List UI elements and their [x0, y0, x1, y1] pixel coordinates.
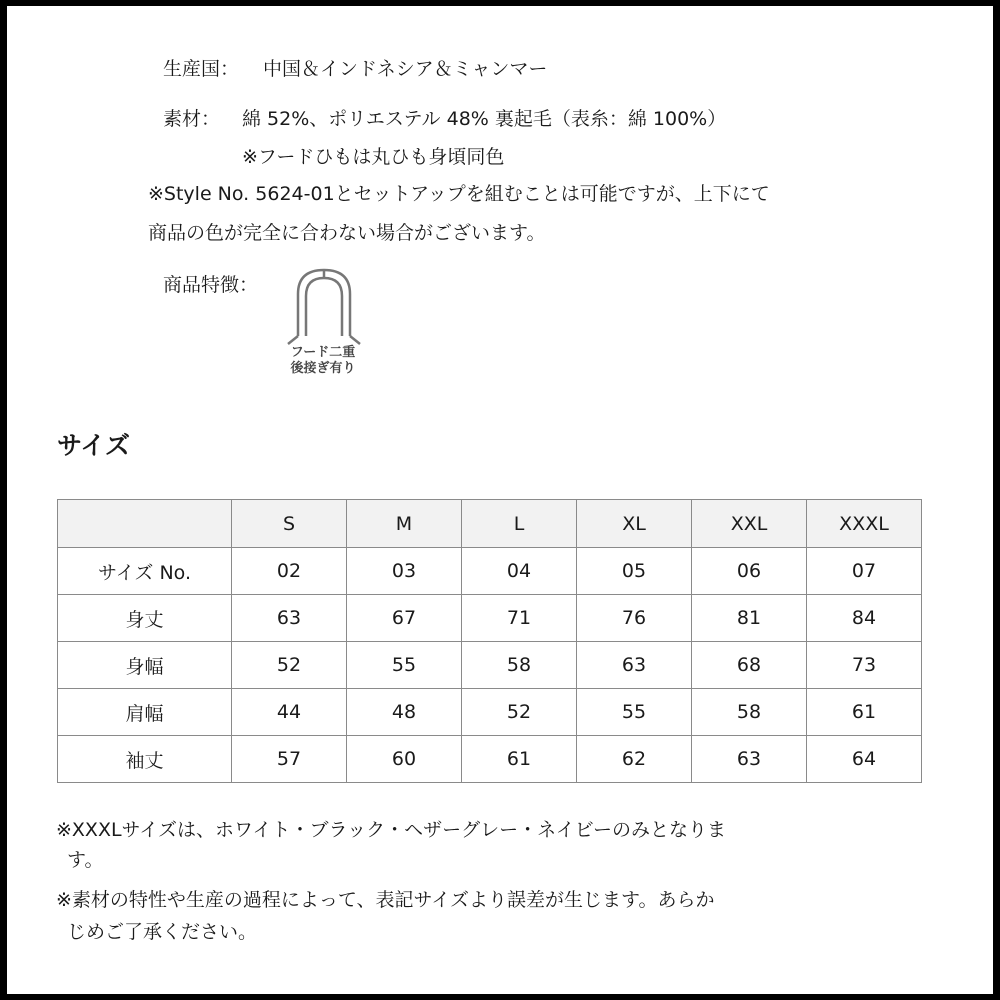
row-label: 身幅 — [58, 642, 232, 689]
origin-label: 生産国： — [163, 58, 240, 80]
setup-note-line1: ※Style No. 5624-01とセットアップを組むことは可能ですが、上下にて — [148, 183, 770, 205]
table-row — [58, 642, 922, 689]
row-label: 身丈 — [58, 595, 232, 642]
table-cell: 07 — [807, 548, 922, 595]
table-row — [58, 736, 922, 783]
material-value: 綿 52%、ポリエステル 48% 裏起毛（表糸：綿 100%） — [242, 108, 727, 130]
table-cell: 76 — [577, 595, 692, 642]
column-header-xl: XL — [577, 500, 692, 548]
row-label: 肩幅 — [58, 689, 232, 736]
table-cell: 61 — [462, 736, 577, 783]
table-cell: 63 — [232, 595, 347, 642]
table-cell: 63 — [692, 736, 807, 783]
hood-caption — [282, 345, 364, 377]
table-cell: 57 — [232, 736, 347, 783]
hood-icon — [284, 264, 364, 352]
table-header-row — [58, 500, 922, 548]
table-cell: 55 — [577, 689, 692, 736]
table-cell: 58 — [462, 642, 577, 689]
table-cell: 81 — [692, 595, 807, 642]
table-cell: 60 — [347, 736, 462, 783]
table-cell: 44 — [232, 689, 347, 736]
row-label: 袖丈 — [58, 736, 232, 783]
table-row — [58, 595, 922, 642]
material-label: 素材： — [163, 108, 221, 130]
table-cell: 68 — [692, 642, 807, 689]
table-cell: 64 — [807, 736, 922, 783]
table-cell: 61 — [807, 689, 922, 736]
table-cell: 03 — [347, 548, 462, 595]
note-tolerance-line1: ※素材の特性や生産の過程によって、表記サイズより誤差が生じます。あらか — [56, 889, 715, 911]
column-header-xxxl: XXXL — [807, 500, 922, 548]
feature-label: 商品特徴： — [163, 274, 259, 296]
material-note: ※フードひもは丸ひも身頃同色 — [242, 146, 505, 168]
table-corner-cell — [58, 500, 232, 548]
product-spec-page — [7, 6, 993, 994]
setup-note-line2: 商品の色が完全に合わない場合がございます。 — [148, 222, 546, 244]
table-cell: 06 — [692, 548, 807, 595]
size-table — [57, 499, 922, 783]
table-cell: 84 — [807, 595, 922, 642]
note-tolerance-line2: じめご了承ください。 — [67, 921, 258, 943]
size-heading: サイズ — [57, 431, 131, 460]
table-cell: 02 — [232, 548, 347, 595]
hood-caption-line1: フード二重 — [290, 345, 356, 360]
table-cell: 63 — [577, 642, 692, 689]
table-cell: 48 — [347, 689, 462, 736]
hood-caption-line2: 後接ぎ有り — [290, 361, 356, 376]
note-xxxl-line2: す。 — [67, 849, 104, 871]
table-cell: 62 — [577, 736, 692, 783]
table-cell: 52 — [462, 689, 577, 736]
table-cell: 55 — [347, 642, 462, 689]
table-cell: 67 — [347, 595, 462, 642]
table-cell: 05 — [577, 548, 692, 595]
row-label: サイズ No. — [58, 548, 232, 595]
column-header-xxl: XXL — [692, 500, 807, 548]
table-cell: 73 — [807, 642, 922, 689]
note-xxxl-line1: ※XXXLサイズは、ホワイト・ブラック・ヘザーグレー・ネイビーのみとなりま — [56, 819, 726, 841]
table-cell: 71 — [462, 595, 577, 642]
table-cell: 52 — [232, 642, 347, 689]
table-row — [58, 689, 922, 736]
column-header-s: S — [232, 500, 347, 548]
column-header-m: M — [347, 500, 462, 548]
column-header-l: L — [462, 500, 577, 548]
origin-value: 中国＆インドネシア＆ミャンマー — [263, 58, 548, 80]
table-cell: 04 — [462, 548, 577, 595]
table-cell: 58 — [692, 689, 807, 736]
table-row — [58, 548, 922, 595]
